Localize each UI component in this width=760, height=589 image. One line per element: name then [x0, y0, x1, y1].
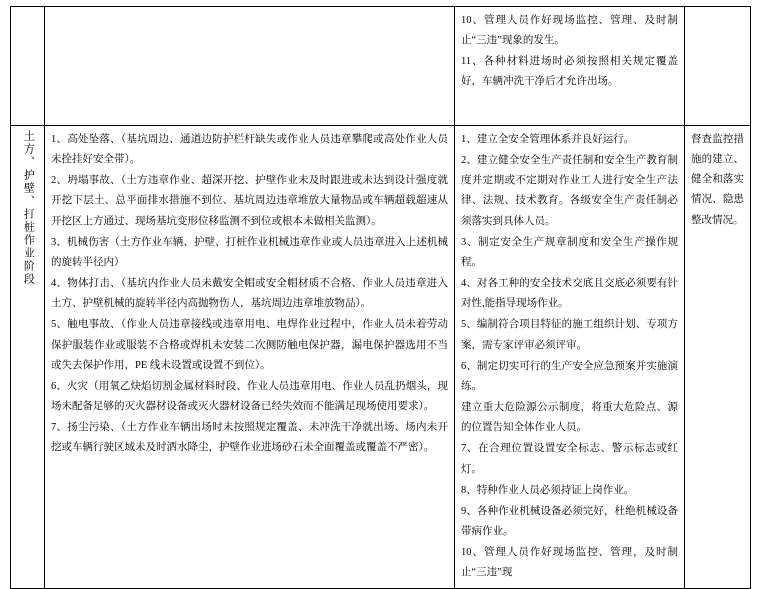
supervision-cell-main	[685, 126, 751, 589]
measure-item: 3、制定安全生产规章制度和安全生产操作规程。	[461, 236, 678, 268]
measures-cell-top	[455, 7, 685, 126]
stage-cell-top	[11, 7, 45, 126]
measure-item: 1、建立全安全管理体系并良好运行。	[461, 134, 635, 145]
risk-cell-top	[45, 7, 455, 126]
risk-control-table	[10, 6, 751, 589]
risk-item: 2、坍塌事故、（土方违章作业、超深开挖、护壁作业未及时跟进或未达到设计强度就开挖下层土、总平面排水措施不到位、基坑周边违章堆放大量物品或车辆超载超速从开挖区上方通过、现场基坑变形位移监测不到位或根本未做相关监测）。	[51, 175, 448, 227]
supervision-cell-top	[685, 7, 751, 126]
measure-item: 6、制定切实可行的生产安全应急预案并实施演练。	[461, 360, 678, 392]
measure-item: 11、各种材料进场时必须按照相关规定覆盖好，车辆冲洗干净后才允许出场。	[461, 56, 678, 88]
risk-cell-main	[45, 126, 455, 589]
table-row	[11, 126, 751, 589]
measure-item: 8、特种作业人员必须持证上岗作业。	[461, 484, 635, 496]
stage-label-main: 土方、护壁、打桩作业阶段	[22, 130, 35, 286]
measure-item: 建立重大危险源公示制度，将重大危险点、源的位置告知全体作业人员。	[461, 402, 678, 434]
measure-item: 2、建立健全安全生产责任制和安全生产教育制度并定期或不定期对作业工人进行安全生产法律、法规、技术教育。各级安全生产责任制必须落实到具体人员。	[461, 155, 678, 227]
risk-item: 7、扬尘污染、（土方作业车辆出场时未按照规定覆盖、未冲洗干净就出场、场内未开挖或车辆行驶区域未及时洒水降尘，护壁作业进场砂石未全面覆盖或覆盖不严密）。	[51, 422, 448, 454]
risk-item: 5、触电事故、（作业人员违章接线或违章用电、电焊作业过程中，作业人员未着劳动保护服装作业或服装不合格或焊机未安装二次侧防触电保护器，漏电保护器选用不当或失去保护作用，PE 线未设置或设置不到位）。	[51, 319, 448, 371]
measure-item: 9、各种作业机械设备必须完好，杜绝机械设备带病作业。	[461, 505, 678, 537]
table-row	[11, 7, 751, 126]
measure-item: 4、对各工种的安全技术交底且交底必须要有针对性,能指导现场作业。	[461, 278, 678, 310]
measure-item: 5、编制符合项目特征的施工组织计划、专项方案，需专家评审必须评审。	[461, 319, 678, 351]
risk-item: 3、机械伤害（土方作业车辆、护壁、打桩作业机械违章作业或人员违章进入上述机械的旋转半径内）	[51, 236, 448, 268]
measures-cell-main	[455, 126, 685, 589]
measure-item: 10、管理人员作好现场监控、管理、及时制止“三违”现象的发生。	[461, 15, 678, 47]
measure-item: 7、在合理位置设置安全标志、警示标志或红灯。	[461, 443, 678, 475]
stage-cell-main	[11, 126, 45, 589]
measure-item: 10、管理人员作好现场监控、管理，及时制止“三违”现	[461, 547, 678, 579]
risk-item: 6、火灾（用氧乙炔焰切割金属材料时段、作业人员违章用电、作业人员乱扔烟头，现场未配备足够的灭火器材设备或灭火器材设备已经失效而不能满足现场使用要求）。	[51, 380, 448, 413]
risk-item: 1、高处坠落、（基坑周边、通道边防护栏杆缺失或作业人员违章攀爬或高处作业人员未拴挂好安全带）。	[51, 134, 448, 166]
risk-item: 4、物体打击、（基坑内作业人员未戴安全帽或安全帽材质不合格、作业人员违章进入土方、护壁机械的旋转半径内高抛物伤人，基坑周边违章堆放物品）。	[51, 278, 448, 310]
supervision-text: 督查监控措施的建立、健全和落实情况、隐患整改情况。	[691, 134, 744, 226]
